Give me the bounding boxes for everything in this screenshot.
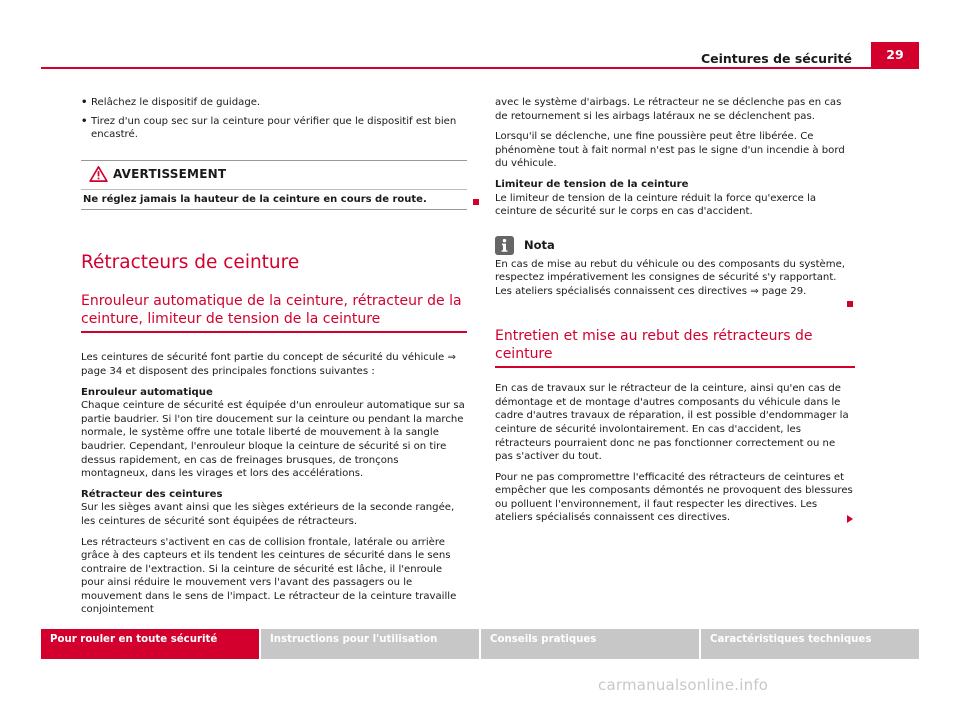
- list-item: [81, 115, 467, 142]
- paragraph: Sur les sièges avant ainsi que les sièges extérieurs de la seconde rangée, les ceintures de sécurité sont équipées de rétracteurs.: [81, 502, 455, 527]
- section-heading: Rétracteurs de ceinture: [81, 252, 300, 274]
- section-end-icon: [473, 199, 479, 205]
- page-number: 29: [871, 42, 919, 67]
- left-column: [81, 96, 467, 624]
- bullet-icon: •: [81, 115, 88, 127]
- watermark: carmanualsonline.info: [598, 676, 769, 694]
- paragraph: Pour ne pas compromettre l'efficacité des rétracteurs de ceintures et empêcher que les composants démontés ne provoquent des blessures ou polluent l'environnement, il faut respecter les directives. Les ateliers spécialisés connaissent ces directives.: [495, 471, 853, 524]
- warning-header: [81, 161, 467, 190]
- footer-tab-conseils[interactable]: Conseils pratiques: [481, 629, 699, 659]
- paragraph: Les rétracteurs s'activent en cas de collision frontale, latérale ou arrière grâce à des capteurs et ils tendent les ceintures de sécurité dans le sens contraire de l'extraction. Si la ceinture de sécurité est lâche, il l'enroule pour ainsi réduire le mouvement vers l'avant des passagers ou le mouvement dans le sens de l'impact. Le rétracteur de la ceinture travaille conjointement: [81, 536, 457, 616]
- subheading-enrouleur: Enrouleur automatique: [81, 386, 213, 398]
- paragraph: avec le système d'airbags. Le rétracteur ne se déclenche pas en cas de retournement si les airbags latéraux ne se déclenchent pas.: [495, 97, 842, 122]
- subsection-heading: Enrouleur automatique de la ceinture, rétracteur de la ceinture, limiteur de tension de la ceinture: [81, 292, 467, 333]
- note-title: Nota: [524, 237, 555, 252]
- note-header: [495, 235, 855, 257]
- footer-tab-utilisation[interactable]: Instructions pour l'utilisation: [261, 629, 479, 659]
- header-title: Ceintures de sécurité: [700, 51, 852, 66]
- paragraph: Chaque ceinture de sécurité est équipée d'un enrouleur automatique sur sa partie baudrier. Si l'on tire doucement sur la ceinture ou pendant la marche normale, le système offre une totale liberté de mouvement à la sangle baudrier. Cependant, l'enrouleur bloque la ceinture de sécurité si on tire dessus rapidement, en cas de freinages brusques, de tronçons montagneux, dans les virages et lors des accélérations.: [81, 400, 465, 480]
- note-text: En cas de mise au rebut du véhicule ou des composants du système, respectez impérativement les consignes de sécurité s'y rapportant. Les ateliers spécialisés connaissent ces directives ⇒ page 29.: [495, 258, 845, 297]
- bullet-text: Relâchez le dispositif de guidage.: [91, 97, 261, 108]
- warning-title: AVERTISSEMENT: [113, 166, 227, 181]
- paragraph: Lorsqu'il se déclenche, une fine poussière peut être libérée. Ce phénomène tout à fait normal n'est pas le signe d'un incendie à bord du véhicule.: [495, 131, 845, 170]
- warning-box: [81, 160, 467, 211]
- warning-text: Ne réglez jamais la hauteur de la ceinture en cours de route.: [83, 193, 427, 205]
- bullet-icon: •: [81, 97, 88, 108]
- subheading-retracteur: Rétracteur des ceintures: [81, 488, 223, 500]
- note-box: [495, 235, 855, 311]
- section-end-icon: [847, 301, 853, 307]
- footer-tab-securite[interactable]: Pour rouler en toute sécurité: [41, 629, 259, 659]
- footer-tab-caracteristiques[interactable]: Caractéristiques techniques: [701, 629, 919, 659]
- info-icon: [495, 236, 514, 255]
- list-item: [81, 96, 467, 110]
- warning-triangle-icon: [89, 165, 108, 183]
- subsection-heading: Entretien et mise au rebut des rétracteurs de ceinture: [495, 327, 855, 368]
- subheading-limiteur: Limiteur de tension de la ceinture: [495, 178, 689, 190]
- continue-arrow-icon: [847, 515, 853, 523]
- bullet-text: Tirez d'un coup sec sur la ceinture pour vérifier que le dispositif est bien encastré.: [91, 115, 457, 141]
- right-column: [495, 96, 855, 532]
- intro-paragraph: Les ceintures de sécurité font partie du concept de sécurité du véhicule ⇒ page 34 et disposent des principales fonctions suivantes :: [81, 352, 456, 377]
- paragraph: Le limiteur de tension de la ceinture réduit la force qu'exerce la ceinture de sécurité sur le corps en cas d'accident.: [495, 192, 817, 218]
- footer-nav: [41, 629, 919, 659]
- paragraph: En cas de travaux sur le rétracteur de la ceinture, ainsi qu'en cas de démontage et de montage d'autres composants du véhicule dans le cadre d'autres travaux de réparation, il est possible d'endommager la ceinture de sécurité involontairement. En cas d'accident, les rétracteurs pourraient donc ne pas fonctionner correctement ou ne pas s'activer du tout.: [495, 383, 849, 463]
- header-divider: [41, 67, 919, 69]
